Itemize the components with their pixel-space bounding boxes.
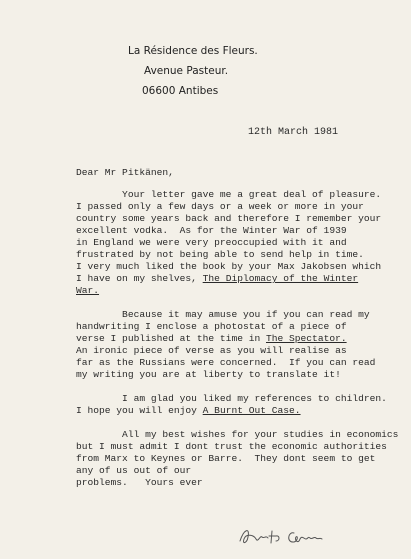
book-title-diplomacy: The Diplomacy of the Winter bbox=[202, 273, 359, 284]
paragraph-2-line: my writing you are at liberty to translate it! bbox=[76, 369, 341, 380]
salutation: Dear Mr Pitkänen, bbox=[76, 167, 174, 178]
paragraph-2-line: handwriting I enclose a photostat of a piece of bbox=[76, 321, 347, 332]
handwritten-signature bbox=[236, 523, 346, 549]
paragraph-4-line: any of us out of our bbox=[76, 465, 192, 476]
paragraph-3-text: I hope you will enjoy bbox=[76, 405, 203, 416]
paragraph-2-line: Because it may amuse you if you can read my bbox=[76, 309, 370, 320]
publication-spectator: The Spectator. bbox=[266, 333, 347, 344]
book-title-burnt-out-case: A Burnt Out Case. bbox=[202, 405, 301, 416]
paragraph-1-line: Your letter gave me a great deal of pleasure. bbox=[76, 189, 382, 200]
paragraph-1-text: I have on my shelves, bbox=[76, 273, 203, 284]
paragraph-1-line: excellent vodka. As for the Winter War of 1939 bbox=[76, 225, 347, 236]
paragraph-4-line: problems. Yours ever bbox=[76, 477, 203, 488]
paragraph-4-line: from Marx to Keynes or Barre. They dont seem to get bbox=[76, 453, 376, 464]
paragraph-1-line: in England we were very preoccupied with it and bbox=[76, 237, 347, 248]
book-title-diplomacy-end: War. bbox=[76, 285, 100, 296]
paragraph-4-line: but I must admit I dont trust the economic authorities bbox=[76, 441, 387, 452]
paragraph-3-line bbox=[76, 405, 301, 417]
letterhead-line-3: 06600 Antibes bbox=[142, 85, 219, 97]
letter-date: 12th March 1981 bbox=[248, 127, 339, 138]
paragraph-1-line: I very much liked the book by your Max Jakobsen which bbox=[76, 261, 382, 272]
paragraph-2-line: An ironic piece of verse as you will realise as bbox=[76, 345, 347, 356]
paragraph-1-line: frustrated by not being able to send help in time. bbox=[76, 249, 364, 260]
paragraph-1-line: country some years back and therefore I remember your bbox=[76, 213, 382, 224]
paragraph-1-line: I passed only a few days or a week or more in your bbox=[76, 201, 364, 212]
paragraph-2-line bbox=[76, 333, 347, 345]
paragraph-1-line bbox=[76, 273, 358, 285]
paragraph-2-text: verse I published at the time in bbox=[76, 333, 266, 344]
letterhead-line-1: La Résidence des Fleurs. bbox=[128, 45, 258, 57]
paragraph-3-line: I am glad you liked my references to children. bbox=[76, 393, 387, 404]
paragraph-4-line: All my best wishes for your studies in economics bbox=[76, 429, 399, 440]
paragraph-2-line: far as the Russians were concerned. If you can read bbox=[76, 357, 376, 368]
letterhead-line-2: Avenue Pasteur. bbox=[144, 65, 229, 77]
